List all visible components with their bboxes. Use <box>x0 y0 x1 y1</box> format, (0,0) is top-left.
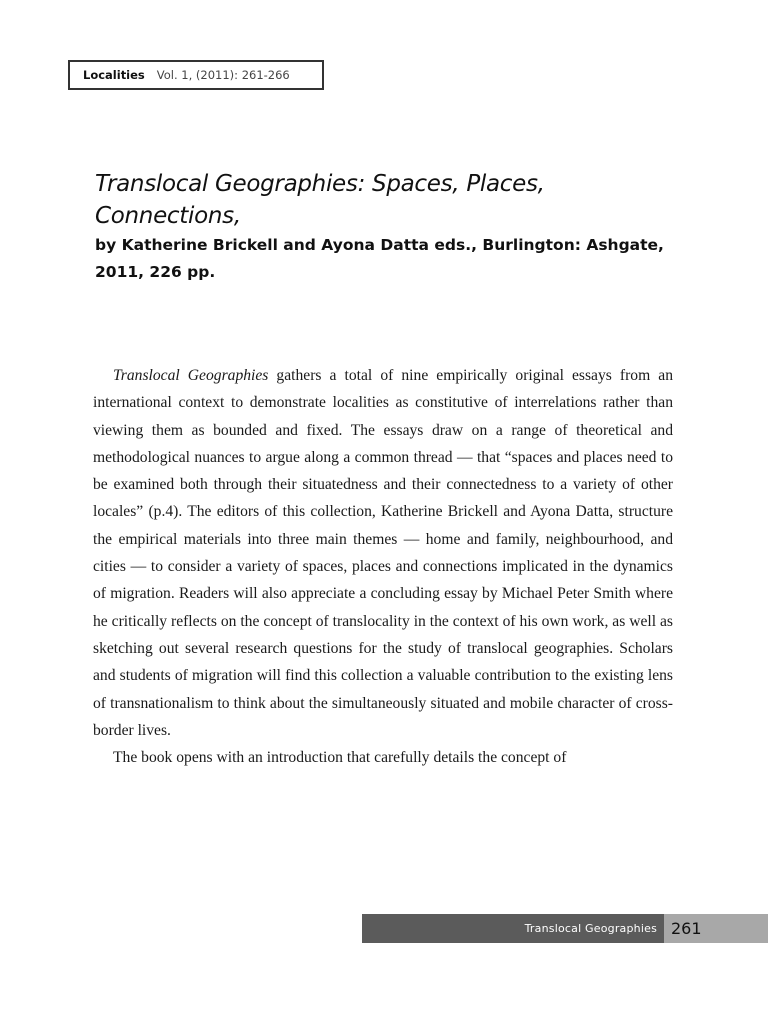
journal-citation-box <box>68 60 324 90</box>
page-number: 261 <box>671 919 702 938</box>
journal-name: Localities <box>83 68 145 82</box>
footer-running-title-bar <box>362 914 664 943</box>
body-paragraph-1 <box>93 362 673 744</box>
journal-volume-info: Vol. 1, (2011): 261-266 <box>156 68 290 82</box>
review-body <box>93 362 673 771</box>
running-title: Translocal Geographies <box>524 922 657 935</box>
body-paragraph-2: The book opens with an introduction that carefully details the concept of <box>113 749 567 767</box>
body-paragraph-1-text: gathers a total of nine empirically original essays from an international context to demonstrate localities as constitutive of interrelations rather than viewing them as bounded and fixed. The essays draw on a range of theoretical and methodological nuances to argue along a common thread — that “spaces and places need to be examined both through their situatedness and their connectedness to a variety of other locales” (p.4). The editors of this collection, Katherine Brickell and Ayona Datta, structure the empirical materials into three main themes — home and family, neighbourhood, and cities — to consider a variety of spaces, places and connections implicated in the dynamics of migration. Readers will also appreciate a concluding essay by Michael Peter Smith where he critically reflects on the concept of translocality in the context of his own work, as well as sketching out several research questions for the study of translocal geographies. Scholars and students of migration will find this collection a valuable contribution to the existing lens of transnationalism to think about the simultaneously situated and mobile character of cross-border lives. <box>93 367 673 739</box>
book-byline: by Katherine Brickell and Ayona Datta eds., Burlington: Ashgate, 2011, 226 pp. <box>95 236 664 281</box>
page-number-box <box>664 914 768 943</box>
book-title: Translocal Geographies: Spaces, Places, Connections, <box>95 171 545 229</box>
review-heading <box>95 168 675 286</box>
book-title-inline: Translocal Geographies <box>113 367 269 384</box>
